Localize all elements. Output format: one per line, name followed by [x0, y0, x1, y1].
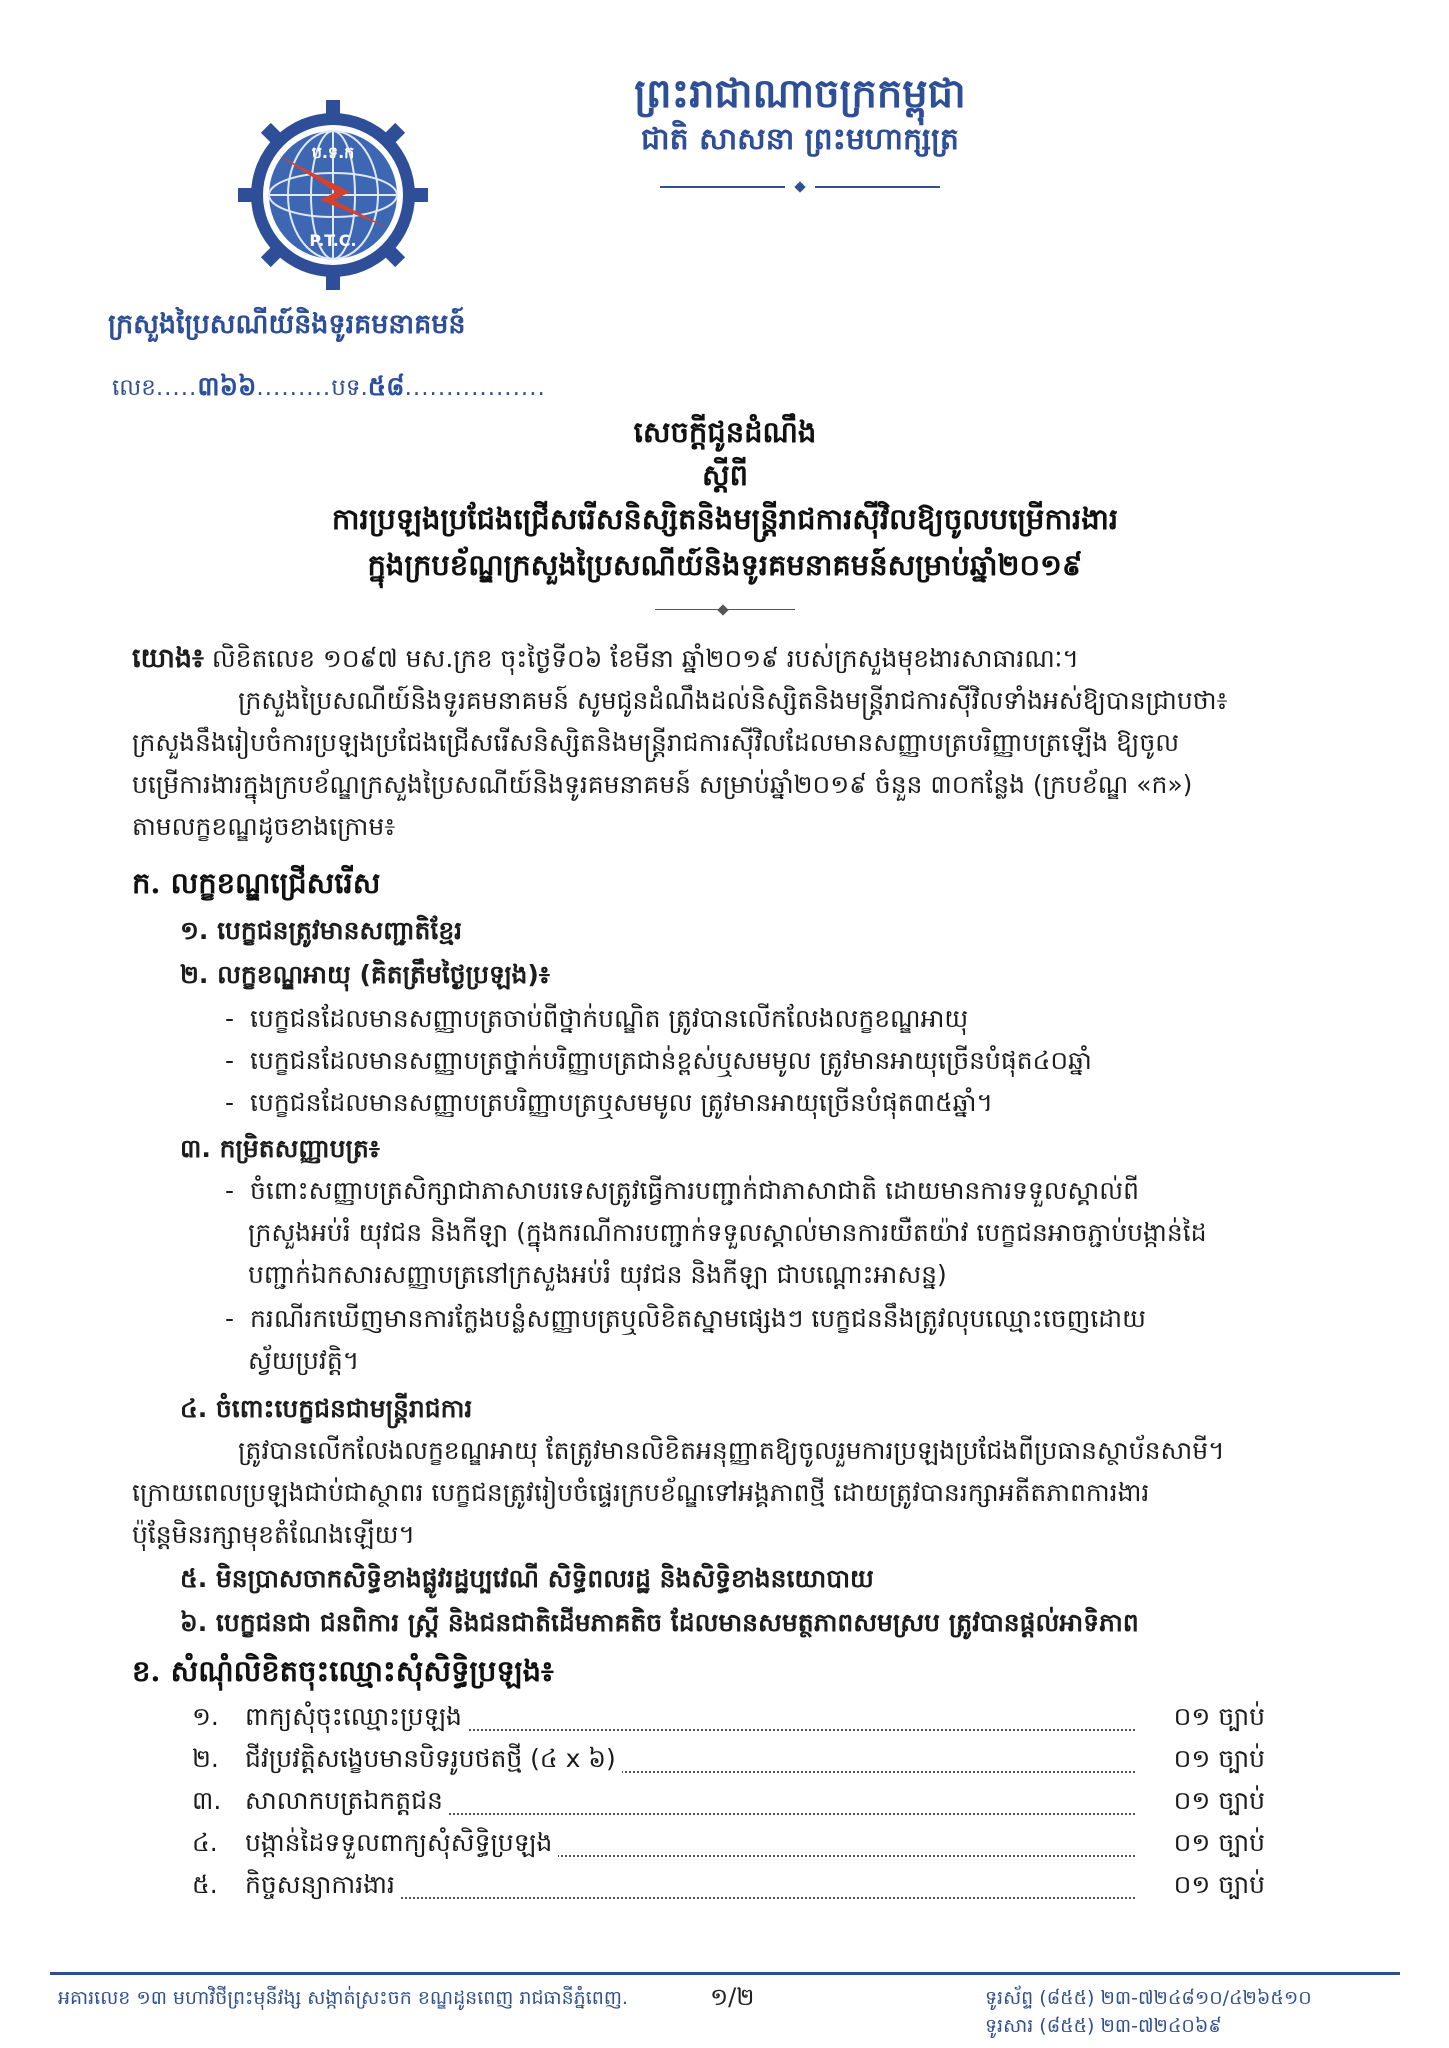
intro-line-2: ក្រសួងនឹងរៀបចំការប្រឡងប្រជែងជ្រើសរើសនិស្សិតនិងមន្ត្រីរាជការស៊ីវិលដែលមានសញ្ញាបត្របរិញ្ញាបត្រឡើង ឱ្យចូល: [132, 728, 1180, 757]
ref-no-label: លេខ: [112, 375, 156, 401]
ref-code-value: ៥៨: [367, 372, 405, 402]
criteria-degree-heading: ៣. កម្រិតសញ្ញាបត្រ៖: [180, 1134, 380, 1163]
announcement-title: សេចក្តីជូនដំណឹង: [633, 415, 817, 449]
document-row: ២. ជីវប្រវត្តិសង្ខេបមានបិទរូបថតថ្មី (៤ x ៦) ០១ ច្បាប់: [180, 1744, 1265, 1782]
degree-rule-forgery-cont: ស្វ័យប្រវត្តិ។: [248, 1346, 360, 1375]
degree-rule-foreign-cont-2: បញ្ជាក់ឯកសារសញ្ញាបត្រនៅក្រសួងអប់រំ យុវជន និងកីឡា ជាបណ្តោះអាសន្ន): [248, 1260, 947, 1289]
reference-line: [132, 640, 1079, 678]
ministry-logo: [238, 100, 428, 290]
announcement-subject-line-2: ក្នុងក្របខ័ណ្ឌក្រសួងប្រៃសណីយ៍និងទូរគមនាគមន៍សម្រាប់ឆ្នាំ២០១៩: [367, 548, 1083, 582]
degree-rule-foreign-cont-1: ក្រសួងអប់រំ យុវជន និងកីឡា (ក្នុងករណីការបញ្ជាក់ទទួលស្គាល់មានការយឺតយ៉ាវ បេក្ខជនអាចភ្ជាប់បង្កាន់ដៃ: [248, 1218, 1207, 1247]
announcement-subject-label: ស្តីពី: [701, 458, 749, 492]
officials-line-3: ប៉ុន្តែមិនរក្សាមុខតំណែងឡើយ។: [132, 1520, 415, 1549]
document-row: ៣. សាលាកបត្រឯកត្តជន ០១ ច្បាប់: [180, 1786, 1265, 1824]
document-row: ៤. បង្កាន់ដៃទទួលពាក្យសុំសិទ្ធិប្រឡង ០១ ច្បាប់: [180, 1828, 1265, 1866]
criteria-civil-rights: ៥. មិនប្រាសចាកសិទ្ធិខាងផ្លូវរដ្ឋប្បវេណី សិទ្ធិពលរដ្ឋ និងសិទ្ធិខាងនយោបាយ: [180, 1564, 874, 1593]
criteria-nationality: ១. បេក្ខជនត្រូវមានសញ្ជាតិខ្មែរ: [180, 916, 463, 945]
footer-address: អគារលេខ ១៣ មហាវិថីព្រះមុនីវង្ស សង្កាត់ស្រះចក ខណ្ឌដូនពេញ រាជធានីភ្នំពេញ.: [58, 1987, 628, 2009]
footer-telephone: ទូរស័ព្ទ (៨៥៥) ២៣-៧២៤៨១០/៤២៦៥១០: [985, 1987, 1312, 2009]
section-a-heading: ក. លក្ខខណ្ឌជ្រើសរើស: [132, 866, 381, 900]
reference-label: យោង៖: [132, 643, 204, 674]
footer-divider: [50, 1972, 1400, 1975]
lightning-globe-gear-icon: [238, 100, 428, 290]
degree-rule-foreign: - ចំពោះសញ្ញាបត្រសិក្សាជាភាសាបរទេសត្រូវធ្វើការបញ្ជាក់ជាភាសាជាតិ ដោយមានការទទួលស្គាល់ពី: [225, 1176, 1139, 1205]
officials-line-1: ត្រូវបានលើកលែងលក្ខខណ្ឌអាយុ តែត្រូវមានលិខិតអនុញ្ញាតឱ្យចូលរួមការប្រឡងប្រជែងពីប្រធានស្ថាប័នសាមី។: [238, 1436, 1225, 1465]
criteria-priority: ៦. បេក្ខជនជា ជនពិការ ស្ត្រី និងជនជាតិដើមភាគតិច ដែលមានសមត្ថភាពសមស្រប ត្រូវបានផ្តល់អាទិភាព: [180, 1608, 1139, 1637]
document-row: ១. ពាក្យសុំចុះឈ្មោះប្រឡង ០១ ច្បាប់: [180, 1702, 1265, 1740]
ref-no-value: ៣៦៦: [197, 372, 257, 402]
intro-line-4: តាមលក្ខខណ្ឌដូចខាងក្រោម៖: [132, 812, 396, 841]
page-number: ១/២: [710, 1983, 755, 2011]
announcement-subject-line-1: ការប្រឡងប្រជែងជ្រើសរើសនិស្សិតនិងមន្ត្រីរាជការស៊ីវិលឱ្យចូលបម្រើការងារ: [331, 502, 1119, 536]
logo-top-text: ប.ទ.ក: [311, 143, 355, 162]
degree-rule-forgery: - ករណីរកឃើញមានការក្លែងបន្លំសញ្ញាបត្រឬលិខិតស្នាមផ្សេងៗ បេក្ខជននឹងត្រូវលុបឈ្មោះចេញដោយ: [225, 1304, 1146, 1333]
intro-line-3: បម្រើការងារក្នុងក្របខ័ណ្ឌក្រសួងប្រៃសណីយ៍និងទូរគមនាគមន៍ សម្រាប់ឆ្នាំ២០១៩ ចំនួន ៣០កន្លែង (ក្របខ័ណ្ឌ «ក»): [132, 770, 1193, 799]
document-row: ៥. កិច្ចសន្យាការងារ ០១ ច្បាប់: [180, 1870, 1265, 1908]
kingdom-heading: ព្រះរាជាណាចក្រកម្ពុជា: [634, 70, 966, 117]
section-b-heading: ខ. សំណុំលិខិតចុះឈ្មោះសុំសិទ្ធិប្រឡង៖: [132, 1654, 554, 1688]
criteria-officials-heading: ៤. ចំពោះបេក្ខជនជាមន្ត្រីរាជការ: [180, 1394, 473, 1423]
reference-text: លិខិតលេខ ១០៩៧ មស.ក្រខ ចុះថ្ងៃទី០៦ ខែមីនា ឆ្នាំ២០១៩ របស់ក្រសួងមុខងារសាធារណៈ។: [211, 644, 1079, 673]
ministry-name: ក្រសួងប្រៃសណីយ៍និងទូរគមនាគមន៍: [108, 309, 466, 340]
title-ornament: [655, 606, 795, 614]
age-rule-masters: - បេក្ខជនដែលមានសញ្ញាបត្រថ្នាក់បរិញ្ញាបត្រជាន់ខ្ពស់ឬសមមូល ត្រូវមានអាយុច្រើនបំផុត៤០ឆ្នាំ: [225, 1046, 1092, 1075]
header-ornament: [660, 182, 940, 192]
officials-line-2: ក្រោយពេលប្រឡងជាប់ជាស្ថាពរ បេក្ខជនត្រូវរៀបចំផ្ទេរក្របខ័ណ្ឌទៅអង្គភាពថ្មី ដោយត្រូវបានរក្សាអតីតភាពការងារ: [132, 1478, 1150, 1507]
intro-line-1: ក្រសួងប្រៃសណីយ៍និងទូរគមនាគមន៍ សូមជូនដំណឹងដល់និស្សិតនិងមន្ត្រីរាជការស៊ីវិលទាំងអស់ឱ្យបានជ្រាបថា៖: [238, 686, 1228, 715]
motto-heading: ជាតិ សាសនា ព្រះមហាក្សត្រ: [641, 122, 959, 157]
age-rule-bachelor: - បេក្ខជនដែលមានសញ្ញាបត្របរិញ្ញាបត្រឬសមមូល ត្រូវមានអាយុច្រើនបំផុត៣៥ឆ្នាំ។: [225, 1088, 993, 1117]
footer-fax: ទូរសារ (៨៥៥) ២៣-៧២៤០៦៩: [985, 2015, 1222, 2037]
criteria-age-heading: ២. លក្ខខណ្ឌអាយុ (គិតត្រឹមថ្ងៃប្រឡង)៖: [180, 960, 550, 989]
logo-bottom-text: P.T.C.: [309, 231, 357, 250]
age-rule-doctorate: - បេក្ខជនដែលមានសញ្ញាបត្រចាប់ពីថ្នាក់បណ្ឌិត ត្រូវបានលើកលែងលក្ខខណ្ឌអាយុ: [225, 1004, 969, 1033]
reference-number-line: លេខ.....៣៦៦.........បទ.៥៨.................: [112, 372, 546, 402]
ref-code-label: បទ: [331, 375, 361, 401]
